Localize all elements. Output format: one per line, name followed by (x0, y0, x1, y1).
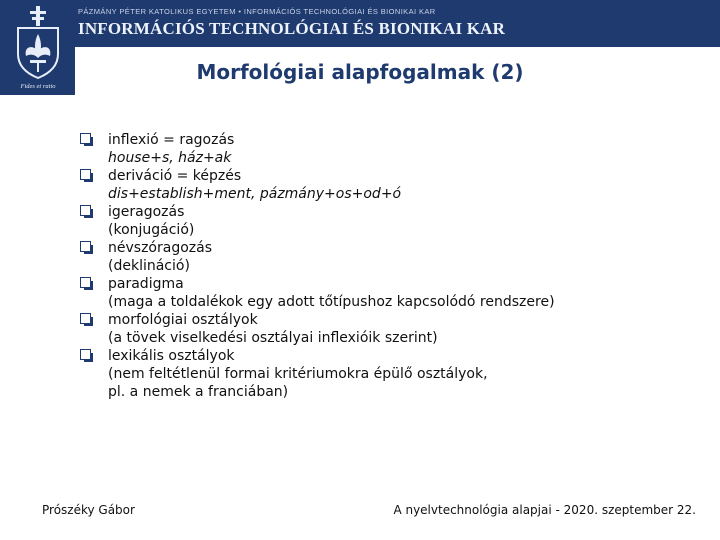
list-item-subtext: (konjugáció) (108, 222, 195, 238)
footer-course: A nyelvtechnológia alapjai - 2020. szeptember 22. (393, 503, 696, 517)
checkbox-bullet-icon (80, 133, 91, 144)
list-item-subtext: dis+establish+ment, pázmány+os+od+ó (108, 186, 402, 202)
list-item-text: morfológiai osztályok (108, 312, 258, 328)
list-item-subtext: (deklináció) (108, 258, 190, 274)
list-item-text: deriváció = képzés (108, 168, 242, 184)
list-item-subtext: house+s, ház+ak (108, 150, 232, 166)
list-item (80, 131, 700, 167)
list-item-subtext: (nem feltétlenül formai kritériumokra épülő osztályok, (108, 366, 488, 382)
checkbox-bullet-icon (80, 169, 91, 180)
list-item (80, 203, 700, 239)
slide-title: Morfológiai alapfogalmak (2) (196, 60, 524, 84)
list-item (80, 275, 700, 311)
list-item-text: igeragozás (108, 204, 185, 220)
list-item (80, 167, 700, 203)
list-item-subtext: (a tövek viselkedési osztályai inflexióik szerint) (108, 330, 438, 346)
list-item-subtext: pl. a nemek a franciában) (108, 384, 289, 400)
checkbox-bullet-icon (80, 277, 91, 288)
checkbox-bullet-icon (80, 241, 91, 252)
faculty-name: INFORMÁCIÓS TECHNOLÓGIAI ÉS BIONIKAI KAR (78, 19, 506, 38)
checkbox-bullet-icon (80, 349, 91, 360)
list-item (80, 311, 700, 347)
list-item-text: névszóragozás (108, 240, 212, 256)
list-item (80, 239, 700, 275)
list-item-text: paradigma (108, 276, 184, 292)
footer-author: Prószéky Gábor (42, 503, 135, 517)
list-item (80, 347, 700, 401)
list-item-text: lexikális osztályok (108, 348, 235, 364)
list-item-subtext: (maga a toldalékok egy adott tőtípushoz kapcsolódó rendszere) (108, 294, 555, 310)
logo-motto: Fides et ratio (20, 83, 56, 90)
checkbox-bullet-icon (80, 205, 91, 216)
university-name: PÁZMÁNY PÉTER KATOLIKUS EGYETEM • INFORMÁCIÓS TECHNOLÓGIAI ÉS BIONIKAI KAR (78, 7, 436, 16)
checkbox-bullet-icon (80, 313, 91, 324)
list-item-text: inflexió = ragozás (108, 132, 235, 148)
bullet-list (80, 131, 700, 401)
